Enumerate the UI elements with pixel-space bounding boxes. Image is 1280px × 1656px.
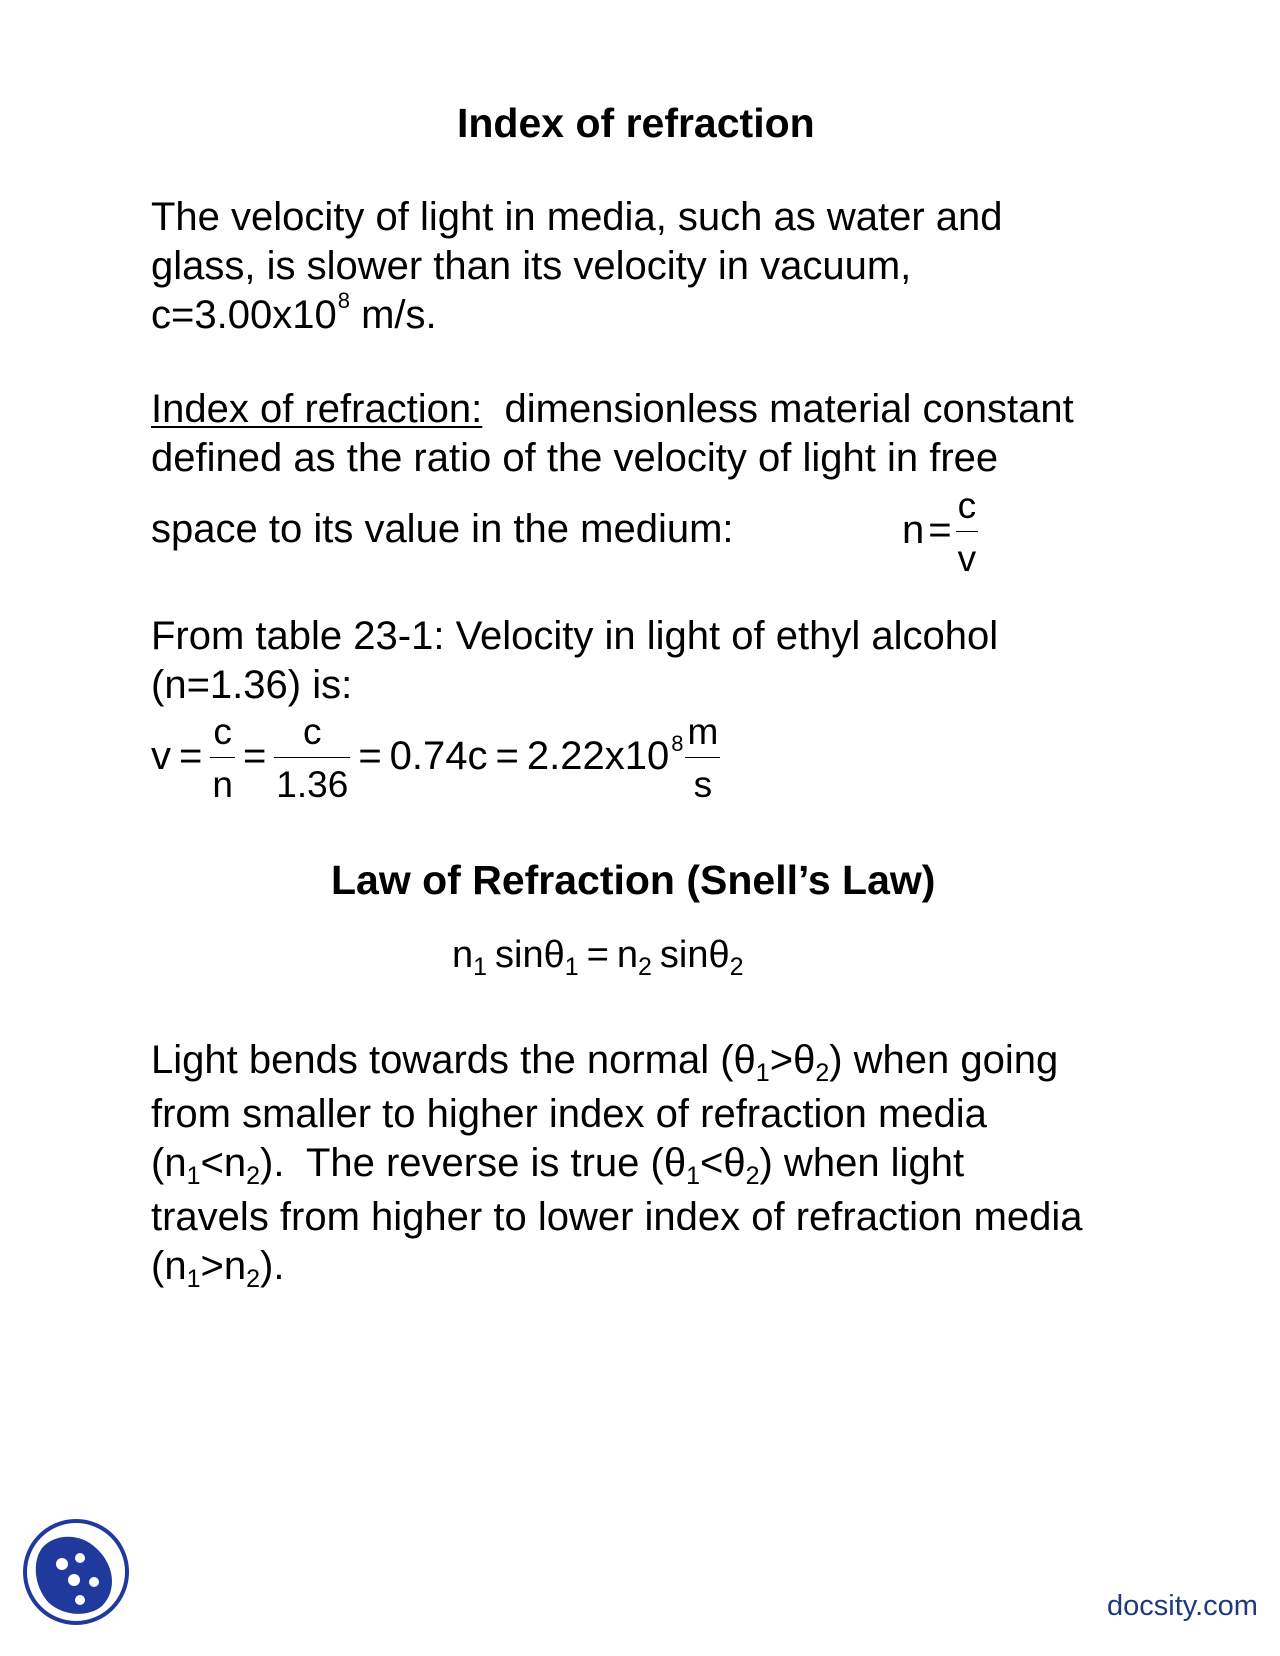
- eq-symbol: v: [151, 734, 171, 779]
- text-fragment: c=3.00x10: [151, 293, 337, 337]
- text-line: [151, 1139, 1083, 1193]
- text-line: [151, 1242, 1083, 1296]
- subscript: 1: [186, 1265, 201, 1293]
- subscript: 1: [755, 1059, 770, 1087]
- text-fragment: >n: [200, 1244, 247, 1288]
- text-line: [151, 288, 1003, 345]
- eq-value: 2.22x10: [526, 734, 670, 779]
- paragraph-bending: [151, 1036, 1083, 1296]
- paragraph-definition: [151, 385, 1074, 483]
- text-line: glass, is slower than its velocity in vacuum,: [151, 244, 912, 288]
- numerator: c: [213, 711, 232, 752]
- denominator: n: [212, 764, 233, 805]
- text-fragment: <n: [200, 1141, 247, 1185]
- text-fragment: m/s.: [349, 293, 437, 337]
- paragraph-velocity: [151, 193, 1003, 345]
- denominator: 1.36: [276, 764, 349, 805]
- text-fragment: >: [769, 1038, 794, 1082]
- eq-symbol: n: [452, 934, 474, 976]
- eq-symbol: n: [902, 508, 925, 553]
- exponent: 8: [337, 288, 350, 313]
- text-line: space to its value in the medium:: [151, 507, 734, 551]
- fraction: [274, 711, 350, 806]
- subscript: 2: [745, 1162, 760, 1190]
- eq-symbol: =: [179, 734, 203, 779]
- eq-value: 0.74c: [389, 734, 488, 779]
- subscript: 1: [473, 953, 488, 981]
- subscript: 2: [638, 953, 652, 981]
- docsity-logo-icon: [22, 1518, 130, 1626]
- eq-symbol: =: [495, 734, 519, 779]
- text-fragment: Light bends towards the normal (: [151, 1038, 734, 1082]
- text-line: [151, 385, 1074, 434]
- equation-n-c-over-v: [902, 485, 978, 580]
- text-fragment: θ: [723, 1141, 746, 1185]
- exponent: 8: [671, 731, 684, 757]
- numerator: c: [957, 485, 977, 526]
- eq-function: sin: [659, 934, 709, 976]
- text-line: [151, 1036, 1083, 1090]
- text-fragment: dimensionless material constant: [482, 387, 1074, 431]
- eq-symbol: θ: [543, 934, 565, 976]
- eq-symbol: θ: [708, 934, 730, 976]
- text-line: travels from higher to lower index of refraction media: [151, 1195, 1083, 1239]
- text-fragment: (n: [151, 1141, 187, 1185]
- subscript: 1: [686, 1162, 700, 1190]
- paragraph-ethyl-alcohol: [151, 612, 998, 710]
- equation-velocity: [151, 711, 720, 806]
- eq-symbol: =: [586, 934, 609, 976]
- denominator: v: [957, 538, 977, 579]
- fraction-bar: [956, 531, 979, 532]
- section-title-snells-law: Law of Refraction (Snell’s Law): [331, 857, 936, 903]
- fraction-units: [685, 711, 720, 806]
- subscript: 2: [729, 953, 744, 981]
- subscript: 2: [815, 1059, 830, 1087]
- text-fragment: ). The reverse is true (: [260, 1141, 664, 1185]
- term-index-of-refraction: Index of refraction:: [151, 387, 483, 431]
- subscript: 2: [246, 1265, 260, 1293]
- eq-symbol: =: [242, 734, 267, 779]
- eq-symbol: =: [928, 508, 952, 553]
- subscript: 1: [564, 953, 579, 981]
- numerator: m: [687, 711, 719, 752]
- text-line: defined as the ratio of the velocity of light in free: [151, 436, 999, 480]
- fraction-bar: [274, 757, 350, 758]
- fraction: [956, 485, 979, 580]
- page-title: Index of refraction: [457, 100, 815, 146]
- text-fragment: ) when going: [829, 1038, 1059, 1082]
- text-line: From table 23-1: Velocity in light of ethyl alcohol: [151, 614, 999, 658]
- eq-symbol: =: [358, 734, 382, 779]
- denominator: s: [693, 764, 713, 805]
- equation-snells-law: [452, 934, 744, 981]
- text-line: The velocity of light in media, such as water and: [151, 195, 1003, 239]
- text-fragment: θ: [663, 1141, 687, 1185]
- eq-function: sin: [495, 934, 544, 976]
- fraction-bar: [685, 757, 720, 758]
- docsity-brand-link[interactable]: docsity.com: [1107, 1590, 1258, 1622]
- text-fragment: (n: [151, 1244, 187, 1288]
- text-fragment: ).: [260, 1244, 285, 1288]
- subscript: 2: [246, 1162, 260, 1190]
- text-line: from smaller to higher index of refraction media: [151, 1092, 987, 1136]
- numerator: c: [303, 711, 322, 752]
- text-fragment: θ: [733, 1038, 756, 1082]
- text-fragment: ) when light: [759, 1141, 965, 1185]
- subscript: 1: [186, 1162, 201, 1190]
- fraction-bar: [210, 757, 235, 758]
- text-fragment: θ: [793, 1038, 816, 1082]
- fraction: [210, 711, 235, 806]
- text-line: (n=1.36) is:: [151, 663, 353, 707]
- eq-symbol: n: [616, 934, 639, 976]
- text-fragment: <: [699, 1141, 724, 1185]
